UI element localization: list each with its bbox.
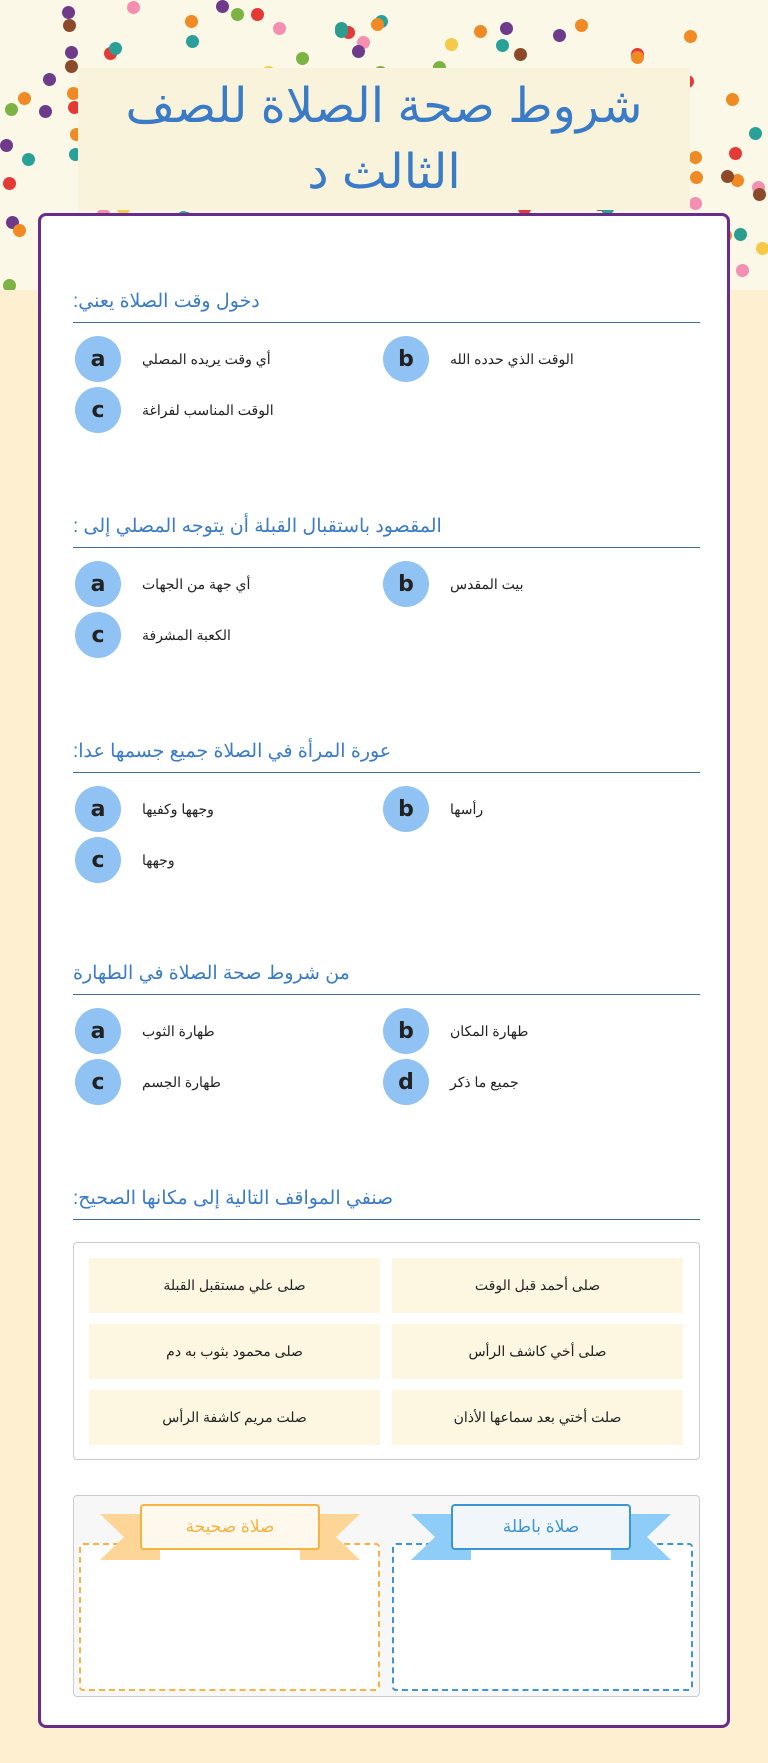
confetti-dot — [186, 35, 199, 48]
confetti-dot — [335, 22, 348, 35]
answer-option-c[interactable] — [75, 1059, 221, 1105]
confetti-dot — [18, 92, 31, 105]
confetti-dot — [684, 30, 697, 43]
option-letter: d — [383, 1059, 429, 1105]
option-text: وجهها — [142, 851, 175, 868]
option-letter: a — [75, 561, 121, 607]
answer-option-d[interactable] — [383, 1059, 519, 1105]
option-text: وجهها وكفيها — [142, 800, 214, 817]
confetti-dot — [726, 93, 739, 106]
worksheet-card — [38, 213, 730, 1728]
confetti-dot — [371, 18, 384, 31]
confetti-dot — [65, 46, 78, 59]
question — [73, 286, 700, 423]
sort-item[interactable]: صلى علي مستقبل القبلة — [89, 1258, 380, 1313]
answer-option-c[interactable] — [75, 837, 175, 883]
confetti-dot — [296, 52, 309, 65]
option-letter: c — [75, 1059, 121, 1105]
option-text: أي جهة من الجهات — [142, 575, 251, 592]
option-letter: c — [75, 612, 121, 658]
confetti-dot — [13, 224, 26, 237]
confetti-dot — [474, 25, 487, 38]
confetti-dot — [185, 15, 198, 28]
confetti-dot — [39, 105, 52, 118]
confetti-dot — [273, 22, 286, 35]
option-letter: a — [75, 1008, 121, 1054]
drop-area — [73, 1495, 700, 1697]
ribbon-valid — [100, 1504, 360, 1560]
confetti-dot — [352, 45, 365, 58]
question — [73, 958, 700, 1095]
question-title: من شروط صحة الصلاة في الطهارة — [73, 963, 350, 984]
confetti-dot — [734, 228, 747, 241]
option-letter: b — [383, 1008, 429, 1054]
option-text: طهارة الثوب — [142, 1022, 215, 1039]
answer-option-b[interactable] — [383, 786, 483, 832]
option-letter: c — [75, 387, 121, 433]
confetti-dot — [689, 197, 702, 210]
confetti-dot — [753, 188, 766, 201]
confetti-dot — [5, 103, 18, 116]
confetti-dot — [3, 279, 16, 290]
sort-item[interactable]: صلى أحمد قبل الوقت — [392, 1258, 683, 1313]
confetti-dot — [689, 151, 702, 164]
confetti-dot — [22, 153, 35, 166]
confetti-dot — [553, 29, 566, 42]
answer-option-b[interactable] — [383, 336, 574, 382]
option-text: طهارة المكان — [450, 1022, 529, 1039]
option-letter: b — [383, 786, 429, 832]
confetti-dot — [231, 8, 244, 21]
confetti-dot — [575, 19, 588, 32]
divider — [73, 1219, 700, 1220]
question — [73, 1183, 700, 1220]
answer-option-a[interactable] — [75, 561, 250, 607]
answer-option-a[interactable] — [75, 1008, 215, 1054]
question-title: صنفي المواقف التالية إلى مكانها الصحيح: — [73, 1188, 394, 1209]
confetti-dot — [62, 6, 75, 19]
divider — [73, 322, 700, 323]
option-text: الكعبة المشرفة — [142, 626, 231, 643]
sort-item[interactable]: صلى أخي كاشف الرأس — [392, 1324, 683, 1379]
confetti-dot — [736, 264, 749, 277]
confetti-dot — [445, 38, 458, 51]
confetti-dot — [0, 139, 13, 152]
option-text: الوقت المناسب لفراغة — [142, 401, 274, 418]
confetti-dot — [43, 73, 56, 86]
question — [73, 736, 700, 873]
drop-zone-valid[interactable] — [79, 1543, 380, 1691]
divider — [73, 772, 700, 773]
confetti-dot — [63, 19, 76, 32]
option-letter: b — [383, 336, 429, 382]
option-letter: b — [383, 561, 429, 607]
answer-option-a[interactable] — [75, 786, 214, 832]
question — [73, 511, 700, 648]
confetti-dot — [749, 127, 762, 140]
page-title: شروط صحة الصلاة للصف الثالث د — [78, 68, 690, 210]
confetti-dot — [721, 170, 734, 183]
answer-option-a[interactable] — [75, 336, 271, 382]
sort-item[interactable]: صلى محمود بثوب به دم — [89, 1324, 380, 1379]
confetti-dot — [729, 147, 742, 160]
confetti-dot — [3, 177, 16, 190]
drop-zone-invalid[interactable] — [392, 1543, 693, 1691]
category-label-valid: صلاة صحيحة — [140, 1504, 320, 1550]
option-text: الوقت الذي حدده الله — [450, 350, 574, 367]
sort-item[interactable]: صلت مريم كاشفة الرأس — [89, 1390, 380, 1445]
option-letter: c — [75, 837, 121, 883]
sort-items-box — [73, 1242, 700, 1460]
confetti-dot — [251, 8, 264, 21]
option-letter: a — [75, 336, 121, 382]
answer-option-c[interactable] — [75, 612, 231, 658]
answer-option-c[interactable] — [75, 387, 274, 433]
confetti-dot — [514, 48, 527, 61]
option-text: أي وقت يريده المصلي — [142, 350, 271, 367]
confetti-dot — [109, 42, 122, 55]
confetti-dot — [496, 39, 509, 52]
sort-item[interactable]: صلت أختي بعد سماعها الأذان — [392, 1390, 683, 1445]
divider — [73, 547, 700, 548]
answer-option-b[interactable] — [383, 1008, 528, 1054]
confetti-dot — [631, 51, 644, 64]
question-title: دخول وقت الصلاة يعني: — [73, 291, 260, 312]
option-text: طهارة الجسم — [142, 1073, 221, 1090]
divider — [73, 994, 700, 995]
question-title: المقصود باستقبال القبلة أن يتوجه المصلي إلى : — [73, 516, 442, 537]
confetti-dot — [756, 242, 768, 255]
category-label-invalid: صلاة باطلة — [451, 1504, 631, 1550]
option-letter: a — [75, 786, 121, 832]
confetti-dot — [500, 22, 513, 35]
option-text: جميع ما ذكر — [450, 1073, 519, 1090]
confetti-dot — [216, 0, 229, 13]
ribbon-invalid — [411, 1504, 671, 1560]
confetti-dot — [127, 1, 140, 14]
confetti-dot — [690, 171, 703, 184]
question-title: عورة المرأة في الصلاة جميع جسمها عدا: — [73, 741, 392, 762]
option-text: رأسها — [450, 800, 484, 817]
option-text: بيت المقدس — [450, 575, 524, 592]
answer-option-b[interactable] — [383, 561, 524, 607]
confetti-dot — [65, 60, 78, 73]
